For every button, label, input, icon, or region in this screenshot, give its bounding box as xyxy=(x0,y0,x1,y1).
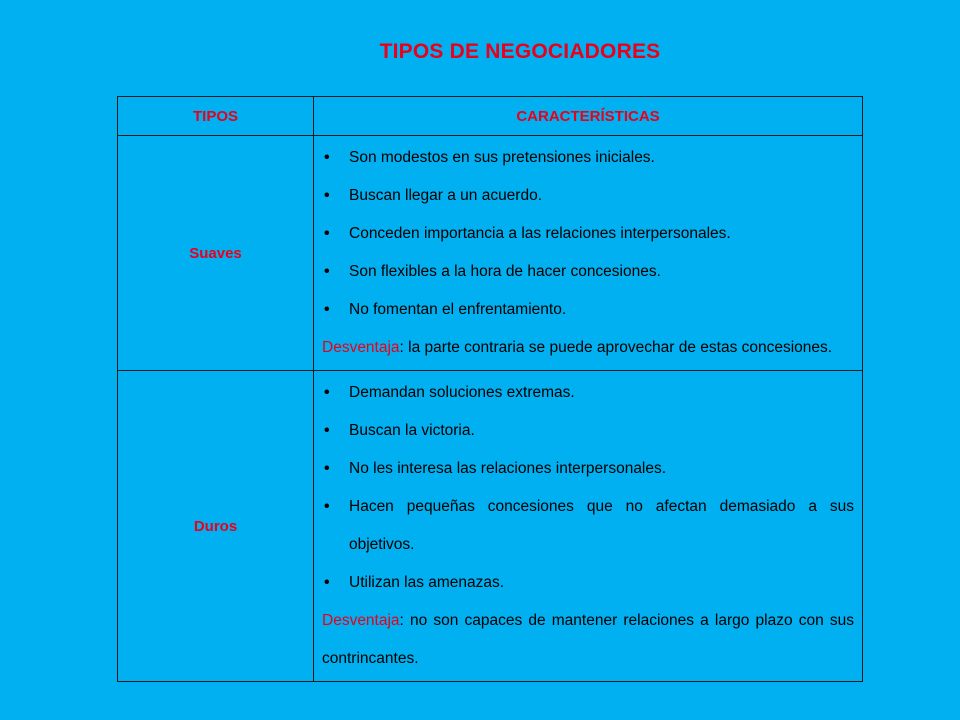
list-item xyxy=(322,177,854,215)
list-item xyxy=(322,488,854,564)
list-item xyxy=(322,291,854,329)
header-caracteristicas: CARACTERÍSTICAS xyxy=(314,97,863,136)
bullet-icon: • xyxy=(324,574,330,591)
table-header-row xyxy=(118,97,863,136)
list-item-text: No fomentan el enfrentamiento. xyxy=(349,301,567,318)
list-item-text: Demandan soluciones extremas. xyxy=(349,384,575,401)
characteristics-cell-suaves xyxy=(314,136,863,371)
bullet-icon: • xyxy=(324,187,330,204)
characteristics-list xyxy=(322,374,854,602)
list-item-text: Conceden importancia a las relaciones interpersonales. xyxy=(349,225,731,242)
table-row xyxy=(118,371,863,682)
list-item xyxy=(322,215,854,253)
bullet-icon: • xyxy=(324,149,330,166)
disadvantage-label: Desventaja xyxy=(322,612,400,629)
disadvantage-separator: : xyxy=(399,612,404,629)
characteristics-list xyxy=(322,139,854,329)
list-item-text: Buscan la victoria. xyxy=(349,422,475,439)
type-cell-suaves: Suaves xyxy=(118,136,314,371)
list-item xyxy=(322,253,854,291)
disadvantage-note xyxy=(322,329,854,367)
list-item xyxy=(322,139,854,177)
characteristics-cell-duros xyxy=(314,371,863,682)
list-item-text: Son modestos en sus pretensiones iniciales. xyxy=(349,149,655,166)
disadvantage-text: la parte contraria se puede aprovechar de estas concesiones. xyxy=(403,339,833,356)
list-item xyxy=(322,450,854,488)
bullet-icon: • xyxy=(324,263,330,280)
list-item xyxy=(322,412,854,450)
list-item-text: No les interesa las relaciones interpersonales. xyxy=(349,460,667,477)
list-item-text: Utilizan las amenazas. xyxy=(349,574,505,591)
table-row xyxy=(118,136,863,371)
list-item-text: Hacen pequeñas concesiones que no afectan demasiado a sus objetivos. xyxy=(349,498,854,553)
list-item xyxy=(322,564,854,602)
disadvantage-note xyxy=(322,602,854,678)
bullet-icon: • xyxy=(324,225,330,242)
list-item-text: Son flexibles a la hora de hacer concesiones. xyxy=(349,263,661,280)
disadvantage-separator: : xyxy=(399,339,404,356)
header-tipos: TIPOS xyxy=(118,97,314,136)
negotiator-types-table xyxy=(117,96,863,682)
bullet-icon: • xyxy=(324,498,330,515)
bullet-icon: • xyxy=(324,384,330,401)
bullet-icon: • xyxy=(324,301,330,318)
disadvantage-text: no son capaces de mantener relaciones a largo plazo con sus contrincantes. xyxy=(322,612,854,667)
type-cell-duros: Duros xyxy=(118,371,314,682)
bullet-icon: • xyxy=(324,422,330,439)
list-item-text: Buscan llegar a un acuerdo. xyxy=(349,187,543,204)
page-title: TIPOS DE NEGOCIADORES xyxy=(379,40,661,63)
bullet-icon: • xyxy=(324,460,330,477)
disadvantage-label: Desventaja xyxy=(322,339,400,356)
list-item xyxy=(322,374,854,412)
